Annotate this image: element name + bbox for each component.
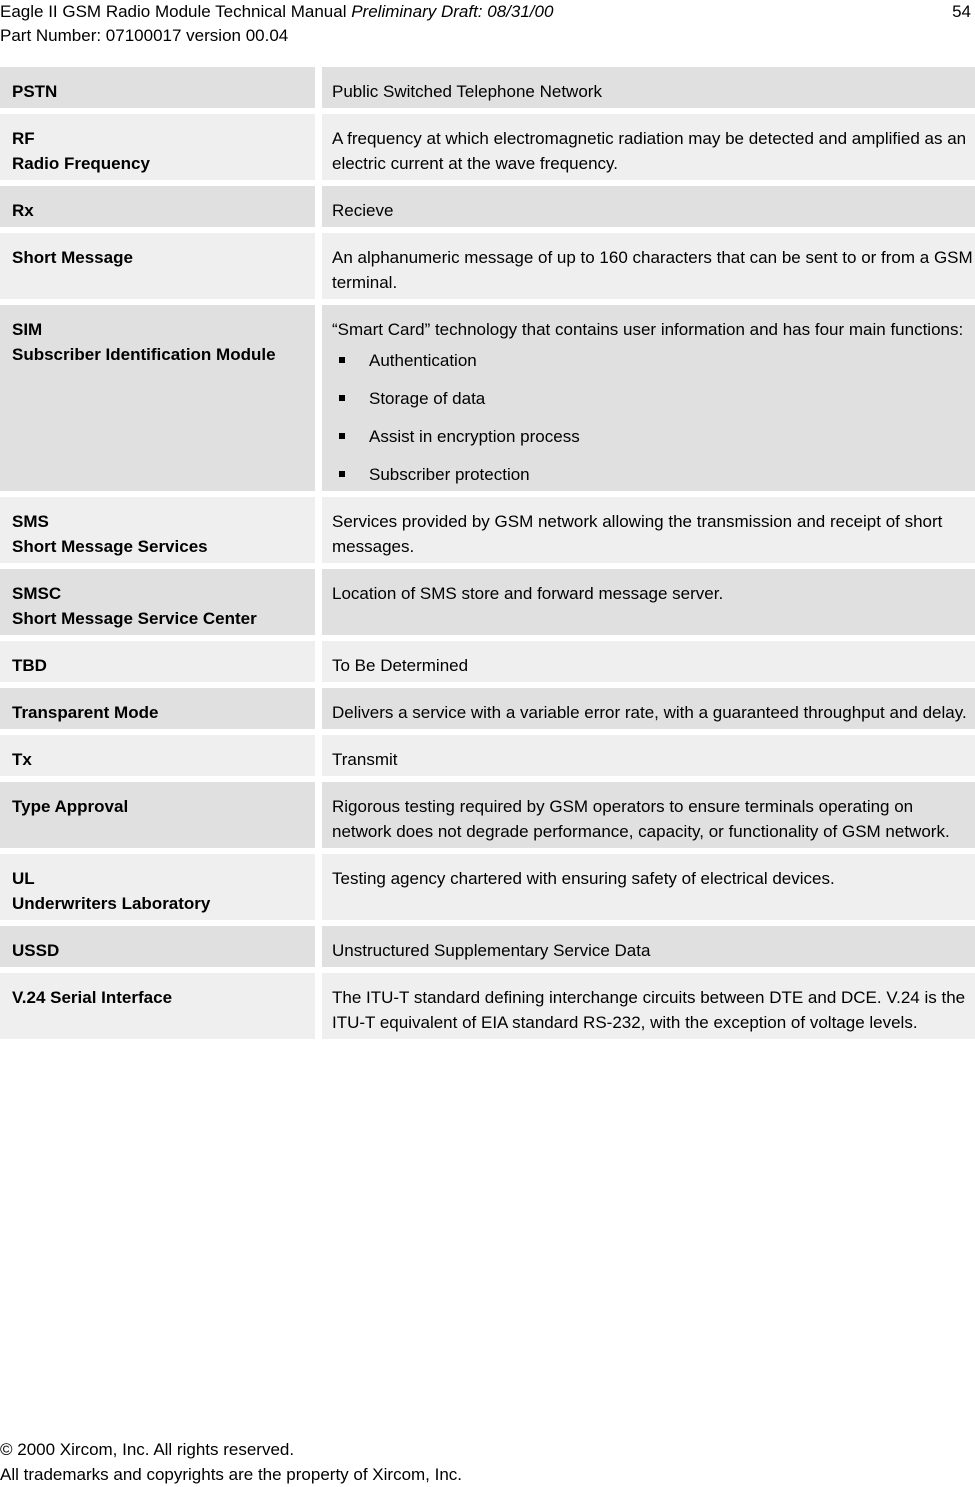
glossary-definition-cell [322, 67, 975, 108]
glossary-definition: Transmit [332, 750, 398, 769]
glossary-term-cell [0, 114, 315, 180]
glossary-term-cell [0, 305, 315, 491]
glossary-row [0, 497, 975, 563]
glossary-term-cell [0, 569, 315, 635]
glossary-term: Transparent Mode [12, 703, 159, 722]
glossary-term: V.24 Serial Interface [12, 988, 173, 1007]
glossary-definition: The ITU-T standard defining interchange circuits between DTE and DCE. V.24 is the ITU-T equivalent of EIA standard RS-232, with the exception of voltage levels. [332, 988, 966, 1032]
page-footer [0, 1437, 462, 1487]
glossary-row [0, 782, 975, 848]
glossary-term: UL [12, 869, 35, 888]
glossary-definition: Delivers a service with a variable error rate, with a guaranteed throughput and delay. [332, 703, 967, 722]
glossary-definition: Rigorous testing required by GSM operators to ensure terminals operating on network does not degrade performance, capacity, or functionality of GSM network. [332, 797, 950, 841]
glossary-definition-cell [322, 569, 975, 635]
glossary-term: Tx [12, 750, 32, 769]
glossary-definition-cell [322, 688, 975, 729]
glossary-definition: An alphanumeric message of up to 160 characters that can be sent to or from a GSM terminal. [332, 248, 973, 292]
glossary-term-expansion: Subscriber Identification Module [12, 345, 276, 364]
glossary-definition-cell [322, 641, 975, 682]
trademark-text: All trademarks and copyrights are the property of Xircom, Inc. [0, 1465, 463, 1484]
glossary-term-expansion: Short Message Services [12, 537, 208, 556]
glossary-definition: Recieve [332, 201, 394, 220]
bullet-item: Authentication [332, 348, 973, 373]
glossary-row [0, 67, 975, 108]
glossary-definition: To Be Determined [332, 656, 469, 675]
glossary-definition-cell [322, 782, 975, 848]
glossary-row [0, 569, 975, 635]
glossary-row [0, 735, 975, 776]
glossary-term-cell [0, 926, 315, 967]
glossary-term: SMSC [12, 584, 62, 603]
glossary-table [0, 67, 975, 1045]
glossary-term-cell [0, 735, 315, 776]
glossary-term: Type Approval [12, 797, 129, 816]
glossary-definition-cell [322, 186, 975, 227]
glossary-row [0, 688, 975, 729]
glossary-row [0, 926, 975, 967]
glossary-term-cell [0, 854, 315, 920]
glossary-definition: Public Switched Telephone Network [332, 82, 602, 101]
glossary-term-cell [0, 497, 315, 563]
glossary-term-cell [0, 186, 315, 227]
glossary-definition-cell [322, 735, 975, 776]
manual-title: Eagle II GSM Radio Module Technical Manual [0, 2, 347, 21]
glossary-row [0, 854, 975, 920]
glossary-term-cell [0, 233, 315, 299]
glossary-term: USSD [12, 941, 60, 960]
bullet-item: Assist in encryption process [332, 424, 973, 449]
glossary-term: Rx [12, 201, 34, 220]
glossary-term: RF [12, 129, 35, 148]
glossary-term: SMS [12, 512, 49, 531]
glossary-term: TBD [12, 656, 47, 675]
bullet-item: Storage of data [332, 386, 973, 411]
glossary-definition-cell [322, 497, 975, 563]
glossary-definition: Location of SMS store and forward message server. [332, 584, 724, 603]
glossary-row [0, 973, 975, 1039]
glossary-term: PSTN [12, 82, 58, 101]
glossary-term-cell [0, 641, 315, 682]
glossary-row [0, 305, 975, 491]
glossary-term-cell [0, 67, 315, 108]
glossary-definition-cell [322, 854, 975, 920]
glossary-definition-cell [322, 926, 975, 967]
glossary-definition-cell [322, 233, 975, 299]
glossary-row [0, 114, 975, 180]
glossary-term-cell [0, 688, 315, 729]
glossary-definition: Unstructured Supplementary Service Data [332, 941, 651, 960]
glossary-definition: A frequency at which electromagnetic radiation may be detected and amplified as an electric current at the wave frequency. [332, 129, 967, 173]
glossary-definition-cell [322, 973, 975, 1039]
glossary-definition: “Smart Card” technology that contains user information and has four main functions: [332, 320, 964, 339]
glossary-term: Short Message [12, 248, 133, 267]
glossary-definition: Services provided by GSM network allowing the transmission and receipt of short messages. [332, 512, 943, 556]
part-number: Part Number: 07100017 version 00.04 [0, 26, 289, 45]
glossary-definition-cell [322, 114, 975, 180]
glossary-term-expansion: Short Message Service Center [12, 609, 257, 628]
glossary-term: SIM [12, 320, 43, 339]
page-number: 54 [952, 2, 971, 21]
page-header [0, 0, 975, 48]
draft-label: Preliminary Draft: 08/31/00 [351, 2, 554, 21]
definition-bullet-list [332, 348, 973, 487]
glossary-row [0, 186, 975, 227]
glossary-term-cell [0, 973, 315, 1039]
glossary-term-expansion: Underwriters Laboratory [12, 894, 211, 913]
glossary-row [0, 233, 975, 299]
glossary-term-cell [0, 782, 315, 848]
glossary-term-expansion: Radio Frequency [12, 154, 150, 173]
copyright-text: © 2000 Xircom, Inc. All rights reserved. [0, 1440, 295, 1459]
bullet-item: Subscriber protection [332, 462, 973, 487]
glossary-definition-cell [322, 305, 975, 491]
glossary-definition: Testing agency chartered with ensuring safety of electrical devices. [332, 869, 835, 888]
glossary-row [0, 641, 975, 682]
